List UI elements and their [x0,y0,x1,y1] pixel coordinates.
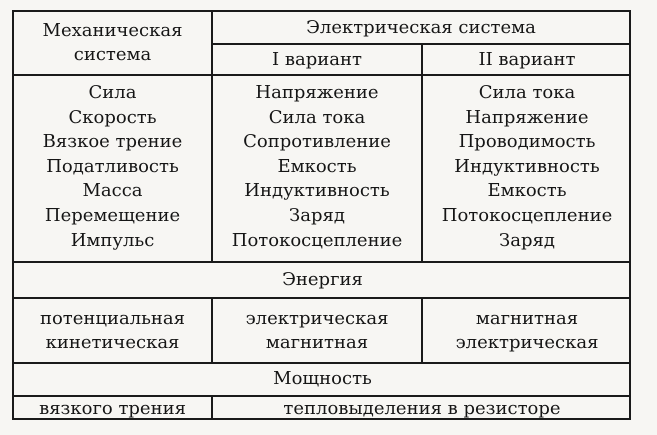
mechanical-quantity: Перемещение [44,204,181,226]
variant2-quantity: Потокосцепление [441,204,613,226]
mechanical-quantity: Податливость [46,155,179,177]
energy-mechanical-item: потенциальная [39,308,186,329]
variant1-quantity: Напряжение [255,82,379,103]
divider-energy-power [12,362,631,364]
variant1-quantity: Емкость [277,155,357,177]
mechanical-quantities [14,81,211,253]
header-variant-2: II вариант [478,49,576,70]
header-mechanical-system [14,19,211,67]
variant1-quantity: Индуктивность [244,180,390,202]
variant2-quantity: Заряд [499,229,555,251]
energy-variant1-item: электрическая [245,308,389,329]
energy-variant2-item: электрическая [455,332,599,353]
energy-title: Энергия [282,269,363,290]
variant1-quantity: Сила тока [268,106,366,128]
divider-body-energy [12,261,631,263]
divider-energy-title [12,297,631,299]
variant1-quantity: Потокосцепление [231,229,403,251]
variant2-quantity: Емкость [487,180,567,202]
variant2-quantity: Индуктивность [454,155,600,177]
energy-variant2-item: магнитная [475,308,579,329]
mechanical-quantity: Импульс [70,229,155,251]
mechanical-quantity: Масса [82,180,143,202]
energy-variant1 [213,307,421,355]
header-electrical-system: Электрическая система [306,17,536,38]
energy-mechanical-item: кинетическая [45,332,180,353]
power-mechanical: вязкого трения [39,398,186,419]
variant1-quantities [213,81,421,253]
energy-variant1-item: магнитная [265,332,369,353]
mechanical-quantity: Сила [88,82,137,103]
header-mechanical-line2: система [73,44,152,65]
variant2-quantity: Напряжение [465,106,589,128]
divider-electrical-header [211,43,631,45]
power-title: Мощность [273,368,372,389]
variant1-quantity: Сопротивление [243,131,391,153]
header-variant-1: I вариант [272,49,362,70]
power-electrical: тепловыделения в резисторе [283,398,561,419]
energy-mechanical [14,307,211,355]
header-mechanical-line1: Механическая [42,20,183,41]
divider-header-body [12,74,631,76]
variant2-quantities [423,81,631,253]
variant2-quantity: Проводимость [458,131,596,153]
variant1-quantity: Заряд [289,204,345,226]
mechanical-quantity: Вязкое трение [42,131,183,153]
variant2-quantity: Сила тока [478,82,576,103]
energy-variant2 [423,307,631,355]
mechanical-quantity: Скорость [68,106,157,128]
